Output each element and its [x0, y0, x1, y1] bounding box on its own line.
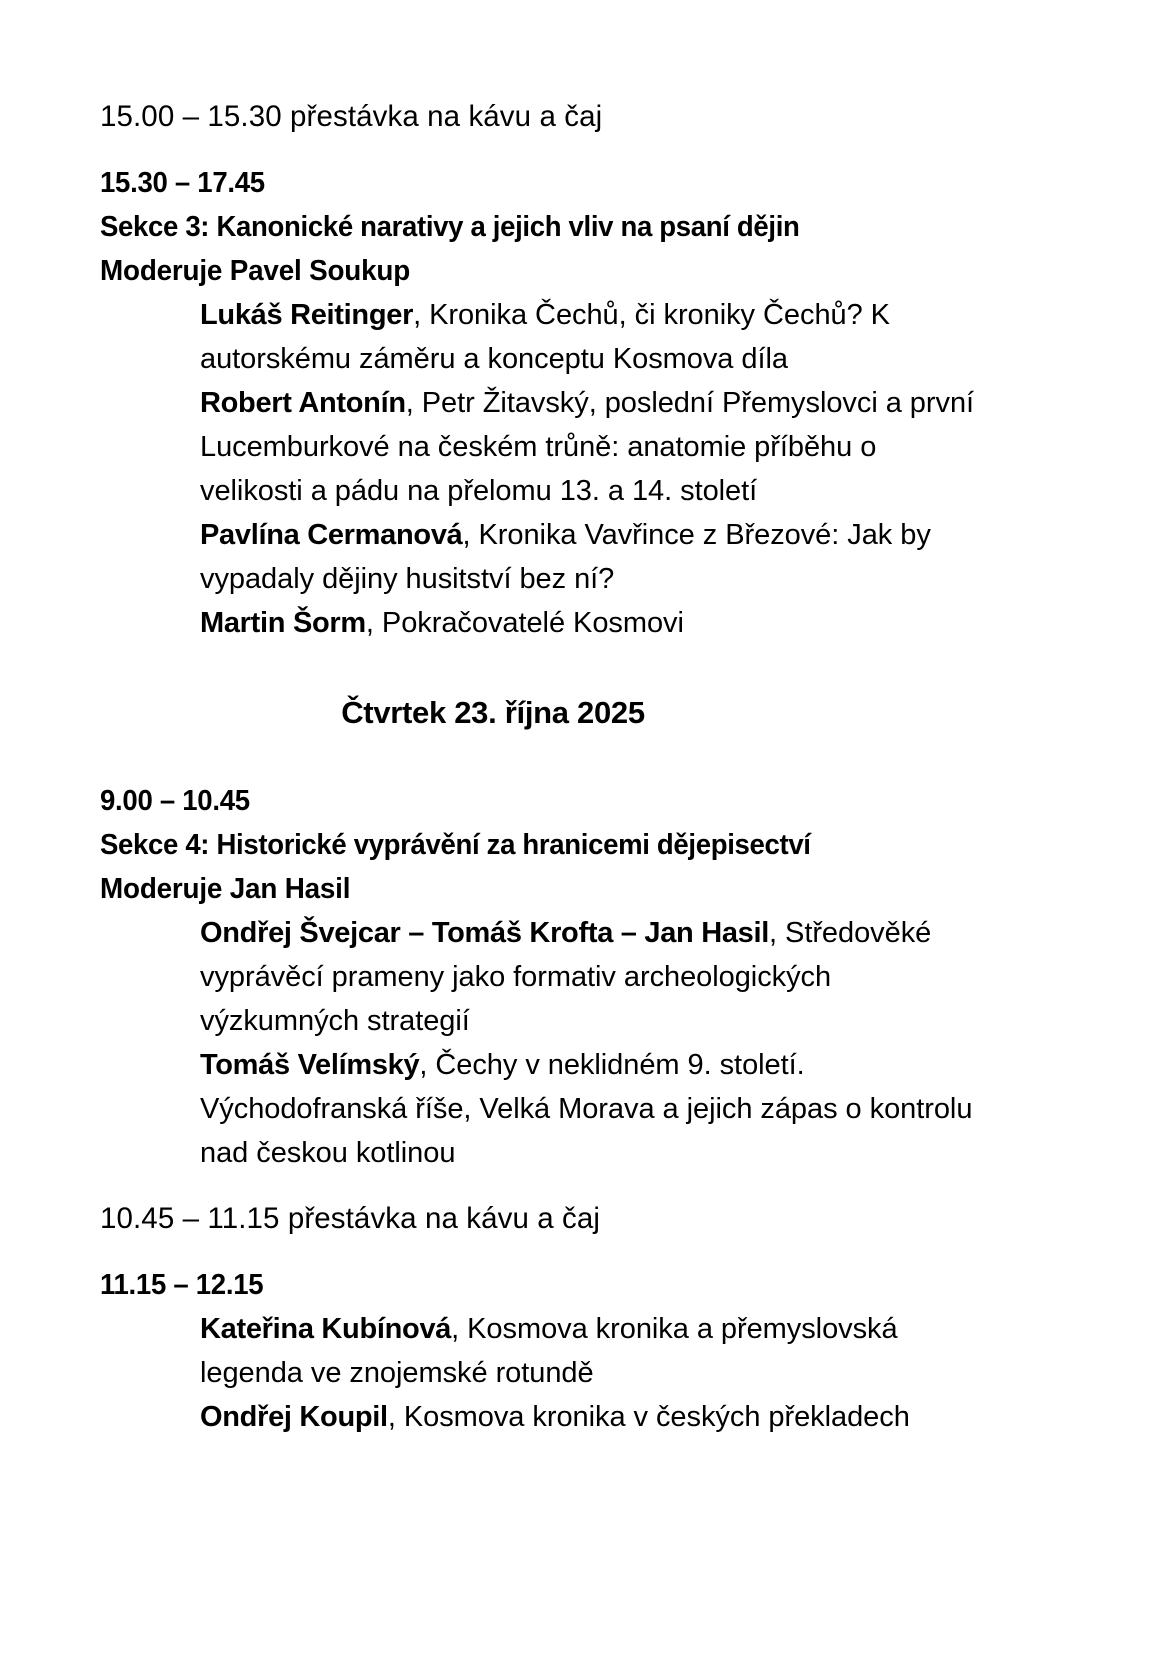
entry-speaker: Robert Antonín — [200, 387, 406, 419]
entry-speaker: Martin Šorm — [200, 607, 366, 639]
spacer — [100, 139, 976, 161]
session-block-sekce-3 — [100, 161, 976, 645]
entry-item — [200, 381, 976, 513]
break-row: 10.45 – 11.15 přestávka na kávu a čaj — [100, 1202, 601, 1235]
entry-speaker: Tomáš Velímský — [200, 1049, 420, 1081]
spacer — [100, 645, 976, 691]
entry-list — [200, 911, 976, 1175]
entry-item — [200, 601, 976, 645]
spacer — [100, 735, 976, 779]
entry-item — [200, 513, 976, 601]
entry-list — [200, 293, 976, 645]
session-title: Sekce 3: Kanonické narativy a jejich vliv na psaní dějin — [100, 211, 800, 243]
session-title: Sekce 4: Historické vyprávění za hranicemi dějepisectví — [100, 829, 811, 861]
entry-speaker: Ondřej Švejcar – Tomáš Krofta – Jan Hasil — [200, 917, 770, 949]
entry-speaker: Kateřina Kubínová — [200, 1313, 452, 1345]
entry-paper: , Kosmova kronika v českých překladech — [387, 1401, 910, 1433]
day-heading: Čtvrtek 23. října 2025 — [341, 695, 645, 730]
entry-item — [200, 1395, 976, 1439]
entry-item — [200, 293, 976, 381]
session-moderator: Moderuje Jan Hasil — [100, 873, 351, 905]
entry-item — [200, 911, 976, 1043]
entry-item — [200, 1307, 976, 1395]
session-time: 15.30 – 17.45 — [100, 167, 265, 199]
entry-speaker: Pavlína Cermanová — [200, 519, 463, 551]
entry-speaker: Lukáš Reitinger — [200, 299, 414, 331]
spacer — [100, 1241, 976, 1263]
entry-paper: , Pokračovatelé Kosmovi — [365, 607, 684, 639]
entry-paper: , Kosmova kronika a přemyslovská legenda ve znojemské rotundě — [200, 1313, 898, 1389]
entry-paper: , Čechy v neklidném 9. století. Východofranská říše, Velká Morava a jejich zápas o kontrolu nad českou kotlinou — [200, 1049, 973, 1169]
entry-paper: , Petr Žitavský, poslední Přemyslovci a první Lucemburkové na českém trůně: anatomie příběhu o velikosti a pádu na přelomu 13. a 14. století — [200, 387, 975, 507]
session-block-final — [100, 1263, 976, 1439]
break-row: 15.00 – 15.30 přestávka na kávu a čaj — [100, 100, 603, 133]
session-time: 9.00 – 10.45 — [100, 785, 250, 817]
entry-item — [200, 1043, 976, 1175]
entry-paper: , Kronika Čechů, či kroniky Čechů? K autorskému záměru a konceptu Kosmova díla — [200, 299, 890, 375]
entry-paper: , Středověké vyprávěcí prameny jako formativ archeologických výzkumných strategií — [200, 917, 932, 1037]
entry-paper: , Kronika Vavřince z Březové: Jak by vypadaly dějiny husitství bez ní? — [200, 519, 931, 595]
spacer — [100, 1175, 976, 1197]
session-moderator: Moderuje Pavel Soukup — [100, 255, 411, 287]
entry-list — [200, 1307, 976, 1439]
session-block-sekce-4 — [100, 779, 976, 1175]
entry-speaker: Ondřej Koupil — [200, 1401, 388, 1433]
session-time: 11.15 – 12.15 — [100, 1269, 264, 1301]
